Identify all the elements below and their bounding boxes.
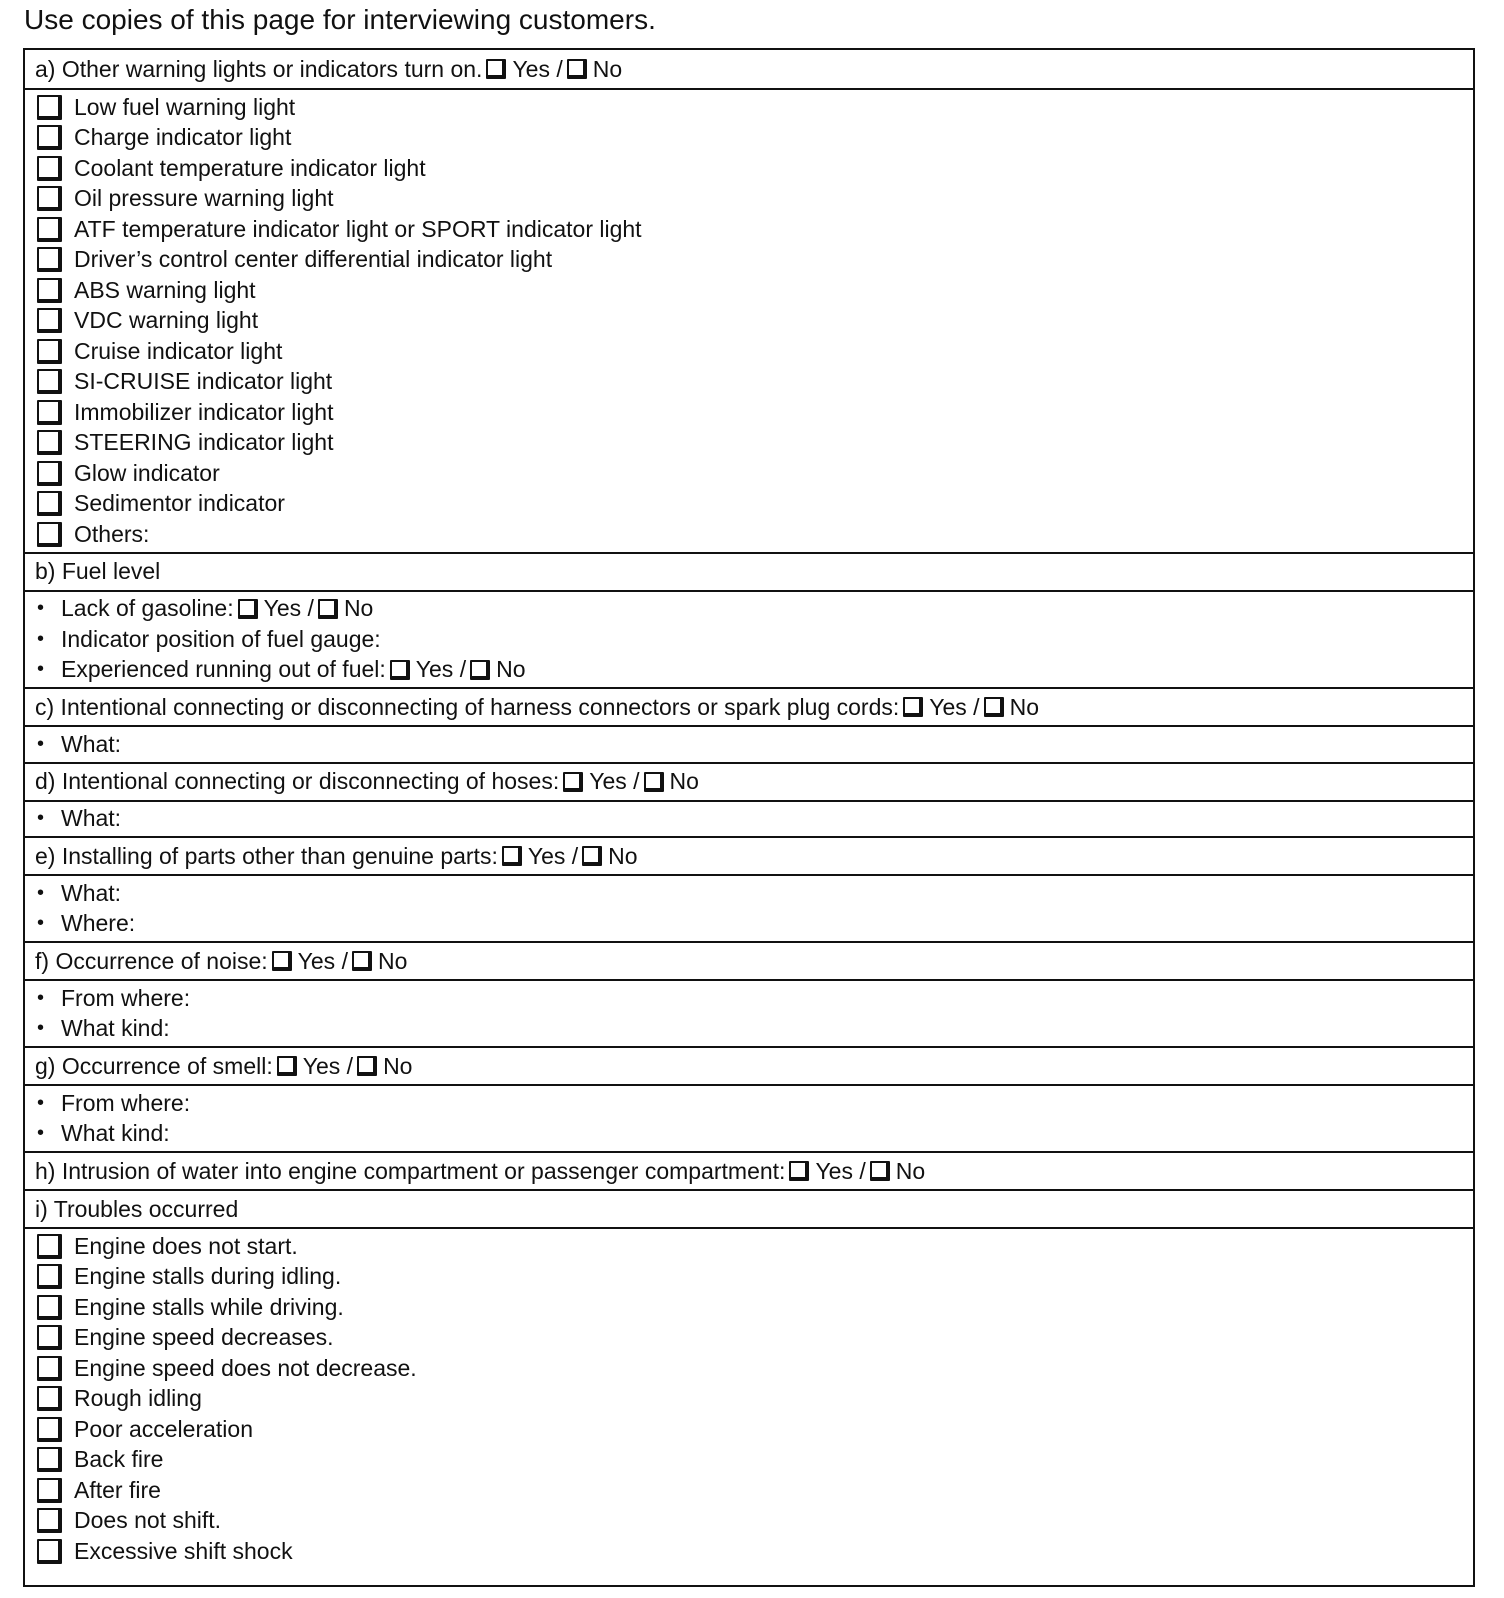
section-b-list [25,590,1473,688]
item-checkbox[interactable] [37,1234,62,1259]
section-a-title: a) Other warning lights or indicators turn on. [35,55,483,82]
item-checkbox[interactable] [37,1295,62,1320]
section-b-title: b) Fuel level [35,558,161,584]
list-item: STEERING indicator light [35,428,1473,459]
list-item: • What: [37,730,122,757]
section-h-header: h) Intrusion of water into engine compartment or passenger compartment: Yes / No [25,1151,1473,1189]
yes-checkbox[interactable] [563,772,583,792]
no-checkbox[interactable] [318,599,338,619]
yes-checkbox[interactable] [390,660,410,680]
list-item: • What kind: [37,1015,170,1042]
no-checkbox[interactable] [352,951,372,971]
list-item: Others: [35,519,1473,550]
item-checkbox[interactable] [37,217,62,242]
list-item: Rough idling [35,1384,1473,1415]
item-checkbox[interactable] [37,186,62,211]
list-item: Engine stalls during idling. [35,1262,1473,1293]
bullet-icon: • [37,881,45,904]
item-checkbox[interactable] [37,430,62,455]
list-item: • What: [37,805,122,832]
list-item: Engine stalls while driving. [35,1292,1473,1323]
list-item: After fire [35,1475,1473,1506]
list-item: • From where: [37,1089,191,1116]
list-item: Engine speed does not decrease. [35,1353,1473,1384]
item-checkbox[interactable] [37,1447,62,1472]
section-c-title: c) Intentional connecting or disconnecting of harness connectors or spark plug cords: [35,693,900,720]
item-checkbox[interactable] [37,369,62,394]
section-h-title: h) Intrusion of water into engine compartment or passenger compartment: [35,1157,786,1184]
list-item: Poor acceleration [35,1414,1473,1445]
section-f-header: f) Occurrence of noise: Yes / No [25,941,1473,979]
section-a-header [25,50,1473,88]
bullet-icon: • [37,1017,45,1040]
bullet-icon: • [37,658,45,681]
bullet-icon: • [37,1122,45,1145]
item-checkbox[interactable] [37,156,62,181]
item-checkbox[interactable] [37,1264,62,1289]
item-checkbox[interactable] [37,400,62,425]
section-e-list [25,874,1473,941]
section-i-list [25,1227,1473,1569]
item-checkbox[interactable] [37,491,62,516]
list-item: Engine speed decreases. [35,1323,1473,1354]
item-checkbox[interactable] [37,1356,62,1381]
yes-checkbox[interactable] [789,1161,809,1181]
list-item: • Indicator position of fuel gauge: [37,625,381,652]
no-checkbox[interactable] [870,1161,890,1181]
bullet-icon: • [37,732,45,755]
item-checkbox[interactable] [37,1478,62,1503]
section-e-title: e) Installing of parts other than genuine parts: [35,842,498,869]
item-checkbox[interactable] [37,522,62,547]
section-a-yes-no: Yes / No [482,56,622,83]
list-item: Does not shift. [35,1506,1473,1537]
list-item: Coolant temperature indicator light [35,153,1473,184]
yes-checkbox[interactable] [502,846,522,866]
list-item: SI-CRUISE indicator light [35,367,1473,398]
section-c-header: c) Intentional connecting or disconnecting of harness connectors or spark plug cords: Yes / No [25,687,1473,725]
section-c-list [25,725,1473,762]
item-checkbox[interactable] [37,278,62,303]
list-item: Driver’s control center differential indicator light [35,245,1473,276]
section-d-list [25,800,1473,837]
section-f-list [25,979,1473,1046]
list-item: Low fuel warning light [35,92,1473,123]
yes-checkbox[interactable] [903,697,923,717]
no-checkbox[interactable] [582,846,602,866]
item-checkbox[interactable] [37,308,62,333]
section-g-title: g) Occurrence of smell: [35,1052,273,1079]
list-item: Charge indicator light [35,123,1473,154]
item-checkbox[interactable] [37,125,62,150]
list-item: Oil pressure warning light [35,184,1473,215]
item-checkbox[interactable] [37,461,62,486]
yes-checkbox[interactable] [238,599,258,619]
list-item: Immobilizer indicator light [35,397,1473,428]
list-item: Cruise indicator light [35,336,1473,367]
item-checkbox[interactable] [37,247,62,272]
item-checkbox[interactable] [37,1539,62,1564]
item-checkbox[interactable] [37,1325,62,1350]
section-f-title: f) Occurrence of noise: [35,947,268,974]
section-e-header: e) Installing of parts other than genuine parts: Yes / No [25,836,1473,874]
list-item: • Experienced running out of fuel: Yes / No [37,656,526,683]
bullet-icon: • [37,986,45,1009]
list-item: Sedimentor indicator [35,489,1473,520]
item-checkbox[interactable] [37,95,62,120]
section-g-list [25,1084,1473,1151]
no-checkbox[interactable] [644,772,664,792]
list-item: Excessive shift shock [35,1536,1473,1567]
section-i-title: i) Troubles occurred [35,1195,239,1222]
yes-checkbox[interactable] [277,1056,297,1076]
list-item: VDC warning light [35,306,1473,337]
list-item: • From where: [37,984,191,1011]
yes-checkbox[interactable] [486,59,506,79]
list-item: Engine does not start. [35,1231,1473,1262]
no-checkbox[interactable] [984,697,1004,717]
bullet-icon: • [37,1091,45,1114]
item-checkbox[interactable] [37,1417,62,1442]
section-i-header [25,1189,1473,1227]
no-checkbox[interactable] [470,660,490,680]
page-instruction: Use copies of this page for interviewing customers. [24,4,656,35]
item-checkbox[interactable] [37,1386,62,1411]
bullet-icon: • [37,807,45,830]
bullet-icon: • [37,627,45,650]
list-item: ATF temperature indicator light or SPORT indicator light [35,214,1473,245]
section-g-header: g) Occurrence of smell: Yes / No [25,1046,1473,1084]
section-b-header [25,552,1473,590]
list-item: • What kind: [37,1120,170,1147]
item-checkbox[interactable] [37,339,62,364]
list-item: • What: [37,879,122,906]
section-d-title: d) Intentional connecting or disconnecting of hoses: [35,768,560,794]
no-checkbox[interactable] [567,59,587,79]
yes-checkbox[interactable] [272,951,292,971]
interview-form [23,48,1475,1587]
item-checkbox[interactable] [37,1508,62,1533]
bullet-icon: • [37,597,45,620]
list-item: • Where: [37,910,136,937]
no-checkbox[interactable] [357,1056,377,1076]
list-item: ABS warning light [35,275,1473,306]
list-item: • Lack of gasoline: Yes / No [37,595,374,622]
section-a-list [25,88,1473,552]
section-d-header: d) Intentional connecting or disconnecting of hoses: Yes / No [25,762,1473,800]
list-item: Back fire [35,1445,1473,1476]
bullet-icon: • [37,912,45,935]
list-item: Glow indicator [35,458,1473,489]
